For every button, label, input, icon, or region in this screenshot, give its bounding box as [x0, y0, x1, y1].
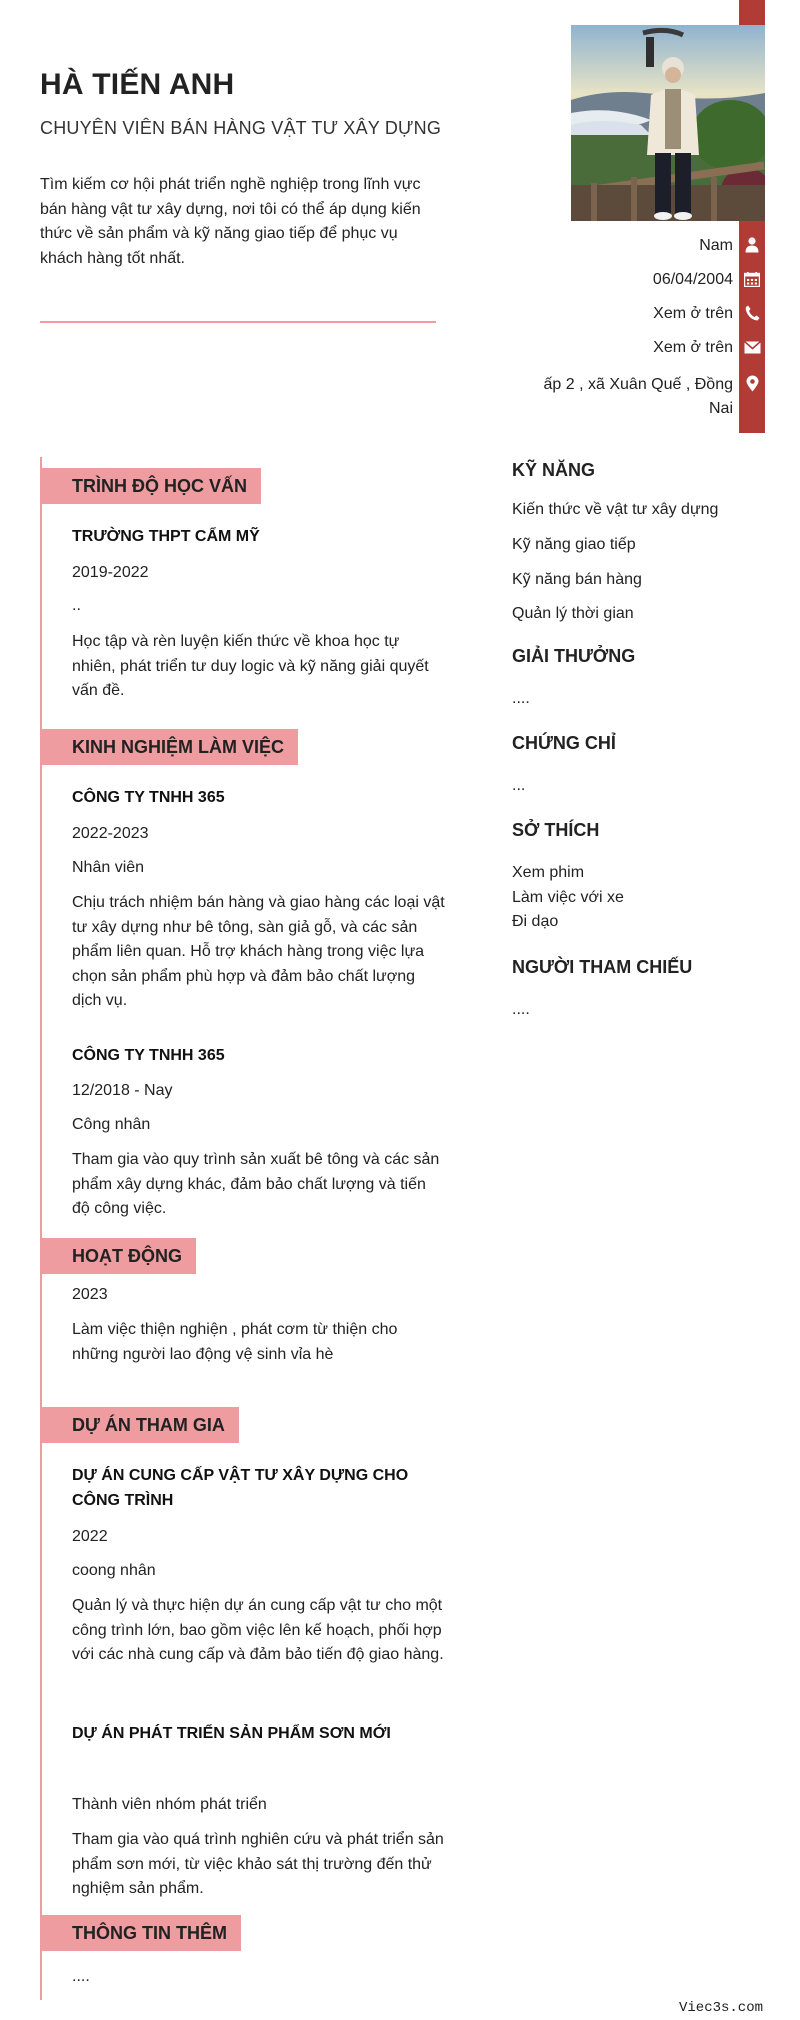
candidate-name: HÀ TIẾN ANH — [40, 68, 235, 101]
section-projects-heading — [41, 1407, 239, 1443]
contact-email: Xem ở trên — [653, 339, 733, 356]
education-period: 2019-2022 — [72, 564, 149, 581]
certificates-text: ... — [512, 777, 526, 794]
contact-phone: Xem ở trên — [653, 305, 733, 322]
experience-position: Nhân viên — [72, 859, 145, 876]
contact-address — [503, 373, 733, 421]
phone-icon — [739, 303, 765, 323]
education-school: TRƯỜNG THPT CẨM MỸ — [72, 528, 260, 545]
contact-address-line1: ấp 2 , xã Xuân Quế , Đồng — [543, 376, 733, 393]
section-heading-text: KINH NGHIỆM LÀM VIỆC — [72, 736, 285, 757]
accent-bar-top — [739, 0, 765, 25]
project-description: Quản lý và thực hiện dự án cung cấp vật tư cho một công trình lớn, bao gồm việc lên kế hoạch, phối hợp với các nhà cung cấp và đảm bảo tiến độ giao hàng. — [72, 1597, 444, 1663]
activity-description: Làm việc thiện nghiện , phát cơm từ thiện cho những người lao động vệ sinh vỉa hè — [72, 1321, 398, 1363]
profile-photo — [571, 25, 765, 221]
section-certificates-heading: CHỨNG CHỈ — [512, 733, 616, 753]
section-hobbies-heading: SỞ THÍCH — [512, 820, 600, 840]
experience-period: 12/2018 - Nay — [72, 1082, 173, 1099]
project-period: 2022 — [72, 1528, 108, 1545]
section-awards-heading: GIẢI THƯỞNG — [512, 646, 636, 666]
experience-description: Tham gia vào quy trình sản xuất bê tông và các sản phẩm xây dựng khác, đảm bảo chất lượng và tiến độ công việc. — [72, 1151, 440, 1217]
skill-item: Kỹ năng giao tiếp — [512, 536, 636, 553]
job-title: CHUYÊN VIÊN BÁN HÀNG VẬT TƯ XÂY DỰNG — [40, 118, 442, 138]
education-major: .. — [72, 597, 81, 614]
section-heading-text: DỰ ÁN THAM GIA — [72, 1414, 225, 1435]
hobby-item: Xem phim — [512, 864, 585, 881]
contact-address-line2: Nai — [708, 400, 733, 417]
skill-item: Kỹ năng bán hàng — [512, 571, 642, 588]
contact-birthday: 06/04/2004 — [652, 271, 733, 288]
career-summary: Tìm kiếm cơ hội phát triển nghề nghiệp trong lĩnh vực bán hàng vật tư xây dựng, nơi tôi có thể áp dụng kiến thức về sản phẩm và kỹ năng giao tiếp để phục vụ khách hàng tốt nhất. — [40, 176, 421, 267]
awards-text: .... — [512, 690, 530, 707]
additional-info-text: .... — [72, 1968, 90, 1985]
header-divider — [40, 321, 436, 323]
skill-item: Kiến thức về vật tư xây dựng — [512, 501, 719, 518]
hobbies-list — [512, 861, 624, 935]
timeline-line — [40, 457, 42, 2000]
education-description: Học tập và rèn luyện kiến thức về khoa học tự nhiên, phát triển tư duy logic và kỹ năng giải quyết vấn đề. — [72, 633, 429, 699]
section-heading-text: HOẠT ĐỘNG — [72, 1245, 182, 1266]
section-additional-info-heading — [41, 1915, 241, 1951]
project-role: Thành viên nhóm phát triển — [72, 1796, 267, 1813]
project-name: DỰ ÁN CUNG CẤP VẬT TƯ XÂY DỰNG CHO CÔNG TRÌNH — [72, 1467, 409, 1509]
section-experience-heading — [41, 729, 298, 765]
section-activities-heading — [41, 1238, 196, 1274]
calendar-icon — [739, 269, 765, 289]
location-pin-icon — [739, 373, 765, 393]
hobby-item: Đi dạo — [512, 913, 559, 930]
project-role: coong nhân — [72, 1562, 156, 1579]
experience-company: CÔNG TY TNHH 365 — [72, 789, 225, 806]
watermark: Viec3s.com — [678, 2000, 763, 2016]
experience-period: 2022-2023 — [72, 825, 149, 842]
experience-company: CÔNG TY TNHH 365 — [72, 1047, 225, 1064]
section-heading-text: TRÌNH ĐỘ HỌC VẤN — [72, 475, 247, 496]
section-references-heading: NGƯỜI THAM CHIẾU — [512, 957, 693, 977]
mail-icon — [739, 337, 765, 357]
project-description: Tham gia vào quá trình nghiên cứu và phát triển sản phẩm sơn mới, từ việc khảo sát thị trường đến thử nghiệm sản phẩm. — [72, 1831, 444, 1897]
experience-description: Chịu trách nhiệm bán hàng và giao hàng các loại vật tư xây dựng như bê tông, sàn giả gỗ, và các sản phẩm liên quan. Hỗ trợ khách hàng trong việc lựa chọn sản phẩm phù hợp và đảm bảo chất lượng dịch vụ. — [72, 894, 445, 1009]
skill-item: Quản lý thời gian — [512, 605, 634, 622]
project-name: DỰ ÁN PHÁT TRIỂN SẢN PHẨM SƠN MỚI — [72, 1725, 391, 1742]
experience-position: Công nhân — [72, 1116, 151, 1133]
activity-period: 2023 — [72, 1286, 108, 1303]
section-education-heading — [41, 468, 261, 504]
user-icon — [739, 235, 765, 255]
references-text: .... — [512, 1001, 530, 1018]
section-skills-heading: KỸ NĂNG — [512, 460, 596, 480]
contact-gender: Nam — [699, 237, 733, 254]
hobby-item: Làm việc với xe — [512, 888, 624, 906]
section-heading-text: THÔNG TIN THÊM — [72, 1922, 227, 1943]
